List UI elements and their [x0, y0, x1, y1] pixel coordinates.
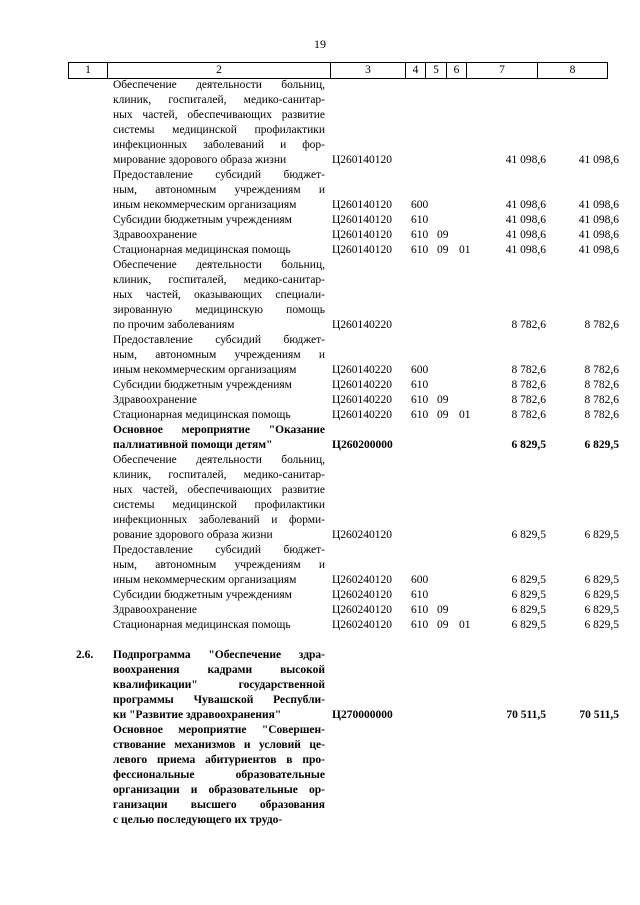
table-row [0, 78, 640, 168]
description-line: левого приема абитуриентов в про- [113, 754, 325, 766]
table-row [0, 453, 640, 543]
amount-col-7: 41 098,6 [505, 244, 546, 256]
target-code: Ц260140220 [332, 379, 393, 391]
description-line: Стационарная медицинская помощь [113, 619, 291, 631]
table-row [0, 168, 640, 213]
subsection-code: 01 [459, 409, 471, 421]
column-header-1: 1 [68, 63, 107, 78]
description-line: ных частей, обеспечивающих развитие [113, 109, 325, 121]
description-line: Субсидии бюджетным учреждениям [113, 379, 292, 391]
target-code: Ц260240120 [332, 619, 393, 631]
amount-col-8: 8 782,6 [584, 394, 619, 406]
description-line: Здравоохранение [113, 394, 198, 406]
description-line: ным, автономным учреждениям и [113, 184, 325, 196]
budget-table-body [0, 78, 640, 828]
description-line: ным, автономным учреждениям и [113, 559, 325, 571]
column-header-5: 5 [425, 63, 446, 78]
target-code: Ц260140120 [332, 229, 393, 241]
row-description [113, 333, 325, 378]
description-line: Предоставление субсидий бюджет- [113, 169, 325, 181]
table-row [0, 618, 640, 633]
table-row [0, 258, 640, 333]
amount-col-8: 6 829,5 [584, 574, 619, 586]
target-code: Ц260240120 [332, 529, 393, 541]
section-code: 09 [437, 229, 449, 241]
row-description [113, 168, 325, 213]
table-row [0, 603, 640, 618]
description-line: зированную медицинскую помощь [113, 304, 325, 316]
amount-col-8: 8 782,6 [584, 379, 619, 391]
target-code: Ц260140220 [332, 364, 393, 376]
table-row [0, 723, 640, 828]
expense-type-code: 610 [411, 244, 429, 256]
description-line: иным некоммерческим организациям [113, 199, 297, 211]
expense-type-code: 610 [411, 409, 429, 421]
target-code: Ц260140220 [332, 409, 393, 421]
row-description [113, 618, 325, 633]
description-line: системы медицинской профилактики [113, 124, 325, 136]
expense-type-code: 610 [411, 589, 429, 601]
row-description [113, 213, 325, 228]
expense-type-code: 600 [411, 364, 429, 376]
description-line: ных частей, оказывающих специали- [113, 289, 325, 301]
description-line: Основное мероприятие "Оказание [113, 424, 325, 436]
table-row [0, 228, 640, 243]
target-code: Ц260240120 [332, 604, 393, 616]
subsection-code: 01 [459, 619, 471, 631]
description-line: Основное мероприятие "Совершен- [113, 724, 325, 736]
table-row [0, 333, 640, 378]
target-code: Ц260140120 [332, 154, 393, 166]
description-line: ки "Развитие здравоохранения" [113, 709, 282, 721]
amount-col-7: 8 782,6 [511, 364, 546, 376]
amount-col-7: 41 098,6 [505, 214, 546, 226]
description-line: Обеспечение деятельности больниц, [113, 454, 325, 466]
amount-col-7: 8 782,6 [511, 394, 546, 406]
table-row [0, 648, 640, 723]
table-row [0, 423, 640, 453]
section-code: 09 [437, 619, 449, 631]
description-line: инфекционных заболеваний и форми- [113, 514, 325, 526]
description-line: Предоставление субсидий бюджет- [113, 334, 325, 346]
table-row [0, 543, 640, 588]
amount-col-7: 8 782,6 [511, 319, 546, 331]
row-description [113, 423, 325, 453]
expense-type-code: 610 [411, 379, 429, 391]
amount-col-7: 6 829,5 [511, 529, 546, 541]
expense-type-code: 610 [411, 604, 429, 616]
amount-col-7: 41 098,6 [505, 199, 546, 211]
row-description [113, 723, 325, 828]
column-header-3: 3 [330, 63, 405, 78]
description-line: Обеспечение деятельности больниц, [113, 259, 325, 271]
expense-type-code: 600 [411, 199, 429, 211]
description-line: Стационарная медицинская помощь [113, 409, 291, 421]
subsection-code: 01 [459, 244, 471, 256]
description-line: клиник, госпиталей, медико-санитар- [113, 274, 325, 286]
row-description [113, 243, 325, 258]
amount-col-8: 8 782,6 [584, 409, 619, 421]
expense-type-code: 600 [411, 574, 429, 586]
amount-col-8: 8 782,6 [584, 319, 619, 331]
amount-col-7: 70 511,5 [506, 709, 546, 721]
amount-col-8: 6 829,5 [584, 439, 619, 451]
page-number: 19 [314, 37, 326, 51]
row-description [113, 78, 325, 168]
amount-col-8: 70 511,5 [579, 709, 619, 721]
column-header-6: 6 [446, 63, 466, 78]
description-line: программы Чувашской Республи- [113, 694, 325, 706]
amount-col-7: 8 782,6 [511, 409, 546, 421]
amount-col-8: 41 098,6 [578, 244, 619, 256]
row-number: 2.6. [76, 649, 94, 661]
column-header-2: 2 [107, 63, 330, 78]
description-line: инфекционных заболеваний и фор- [113, 139, 325, 151]
row-description [113, 603, 325, 618]
amount-col-7: 6 829,5 [511, 589, 546, 601]
table-row [0, 408, 640, 423]
section-code: 09 [437, 604, 449, 616]
expense-type-code: 610 [411, 394, 429, 406]
amount-col-8: 41 098,6 [578, 199, 619, 211]
description-line: с целью последующего их трудо- [113, 814, 283, 826]
table-row [0, 393, 640, 408]
amount-col-8: 8 782,6 [584, 364, 619, 376]
amount-col-7: 6 829,5 [511, 604, 546, 616]
amount-col-8: 41 098,6 [578, 154, 619, 166]
target-code: Ц260140220 [332, 394, 393, 406]
target-code: Ц260240120 [332, 574, 393, 586]
description-line: клиник, госпиталей, медико-санитар- [113, 94, 325, 106]
expense-type-code: 610 [411, 214, 429, 226]
amount-col-7: 6 829,5 [511, 439, 546, 451]
row-description [113, 378, 325, 393]
column-header-7: 7 [466, 63, 537, 78]
amount-col-7: 8 782,6 [511, 379, 546, 391]
description-line: квалификации" государственной [113, 679, 325, 691]
amount-col-8: 41 098,6 [578, 229, 619, 241]
column-header-4: 4 [405, 63, 425, 78]
target-code: Ц260240120 [332, 589, 393, 601]
description-line: системы медицинской профилактики [113, 499, 325, 511]
target-code: Ц260140120 [332, 214, 393, 226]
description-line: рование здорового образа жизни [113, 529, 273, 541]
description-line: клиник, госпиталей, медико-санитар- [113, 469, 325, 481]
table-row [0, 378, 640, 393]
description-line: воохранения кадрами высокой [113, 664, 325, 676]
description-line: Здравоохранение [113, 604, 198, 616]
row-description [113, 408, 325, 423]
section-code: 09 [437, 394, 449, 406]
amount-col-7: 41 098,6 [505, 229, 546, 241]
target-code: Ц270000000 [332, 709, 393, 721]
row-description [113, 453, 325, 543]
amount-col-8: 6 829,5 [584, 619, 619, 631]
table-row [0, 243, 640, 258]
expense-type-code: 610 [411, 619, 429, 631]
description-line: ных частей, обеспечивающих развитие [113, 484, 325, 496]
description-line: Здравоохранение [113, 229, 198, 241]
amount-col-7: 6 829,5 [511, 574, 546, 586]
target-code: Ц260140120 [332, 244, 393, 256]
description-line: Субсидии бюджетным учреждениям [113, 214, 292, 226]
row-description [113, 228, 325, 243]
column-header-8: 8 [537, 63, 608, 78]
description-line: мирование здорового образа жизни [113, 154, 287, 166]
table-row [0, 588, 640, 603]
description-line: фессиональные образовательные [113, 769, 325, 781]
description-line: ным, автономным учреждениям и [113, 349, 325, 361]
row-description [113, 588, 325, 603]
table-row [0, 213, 640, 228]
description-line: Субсидии бюджетным учреждениям [113, 589, 292, 601]
row-description [113, 393, 325, 408]
amount-col-8: 6 829,5 [584, 529, 619, 541]
description-line: иным некоммерческим организациям [113, 364, 297, 376]
description-line: паллиативной помощи детям" [113, 439, 273, 451]
description-line: организации и образовательные ор- [113, 784, 325, 796]
target-code: Ц260200000 [332, 439, 393, 451]
expense-type-code: 610 [411, 229, 429, 241]
target-code: Ц260140120 [332, 199, 393, 211]
description-line: ганизации высшего образования [113, 799, 325, 811]
amount-col-8: 6 829,5 [584, 604, 619, 616]
row-description [113, 258, 325, 333]
description-line: по прочим заболеваниям [113, 319, 235, 331]
description-line: Обеспечение деятельности больниц, [113, 79, 325, 91]
amount-col-7: 6 829,5 [511, 619, 546, 631]
row-description [113, 648, 325, 723]
amount-col-8: 41 098,6 [578, 214, 619, 226]
description-line: иным некоммерческим организациям [113, 574, 297, 586]
target-code: Ц260140220 [332, 319, 393, 331]
description-line: Стационарная медицинская помощь [113, 244, 291, 256]
section-code: 09 [437, 409, 449, 421]
amount-col-7: 41 098,6 [505, 154, 546, 166]
section-code: 09 [437, 244, 449, 256]
row-description [113, 543, 325, 588]
description-line: Подпрограмма "Обеспечение здра- [113, 649, 325, 661]
table-column-header-row [68, 62, 608, 79]
description-line: ствование механизмов и условий це- [113, 739, 325, 751]
amount-col-8: 6 829,5 [584, 589, 619, 601]
description-line: Предоставление субсидий бюджет- [113, 544, 325, 556]
